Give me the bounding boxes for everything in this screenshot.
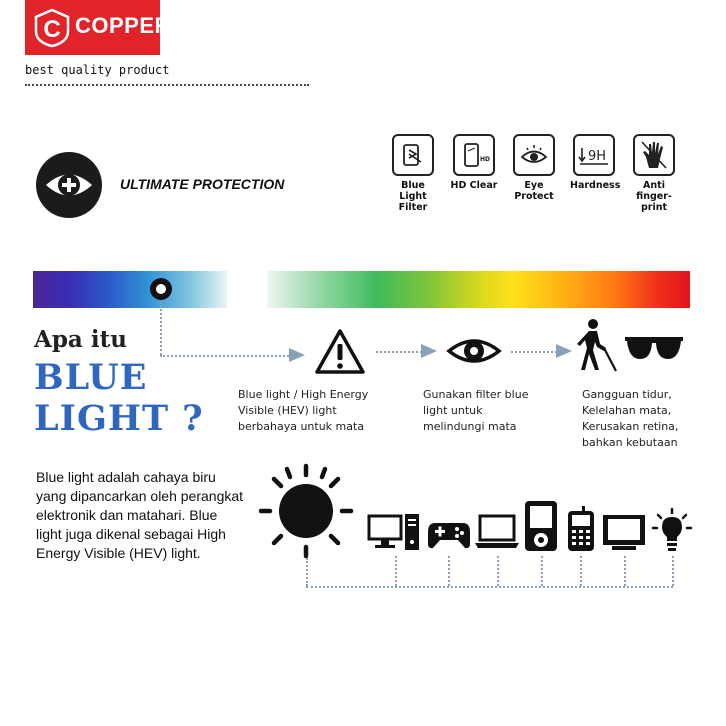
feature-eye-protect bbox=[510, 134, 558, 202]
brand-name: COPPER bbox=[75, 13, 171, 38]
info-consequences: Gangguan tidur, Kelelahan mata, Kerusakan retina, bahkan kebutaan bbox=[582, 388, 679, 449]
brand-banner bbox=[25, 0, 171, 55]
feature-blue-light-filter bbox=[389, 134, 437, 213]
eye-icon bbox=[446, 333, 502, 369]
headline-question: Apa itu bbox=[34, 326, 127, 353]
tagline-divider bbox=[25, 84, 309, 86]
connector-line bbox=[448, 556, 450, 586]
headline-light: LIGHT ? bbox=[34, 398, 204, 439]
feature-label: Anti finger-print bbox=[636, 180, 672, 213]
svg-text:C: C bbox=[43, 16, 61, 43]
spectrum-visible-segment bbox=[267, 271, 690, 308]
blue-light-marker bbox=[150, 278, 172, 300]
arrow-right-icon bbox=[556, 344, 572, 358]
connector-line bbox=[306, 558, 308, 586]
arrow-right-icon bbox=[289, 348, 305, 362]
connector-line bbox=[624, 556, 626, 586]
connector-line bbox=[541, 556, 543, 586]
light-bulb-icon bbox=[652, 508, 692, 554]
arrow-right-icon bbox=[421, 344, 437, 358]
hand-icon bbox=[640, 140, 668, 170]
connector-line bbox=[160, 355, 292, 357]
connector-line bbox=[306, 586, 673, 588]
feature-label: Blue Light Filter bbox=[398, 180, 428, 213]
info-use-filter: Gunakan filter blue light untuk melindungi mata bbox=[423, 388, 529, 433]
connector-line bbox=[160, 302, 162, 355]
feature-label: Hardness bbox=[570, 180, 621, 191]
connector-line bbox=[511, 351, 557, 353]
ultimate-protection-title: ULTIMATE PROTECTION bbox=[120, 176, 285, 192]
laptop-icon bbox=[474, 514, 520, 550]
feature-label: Eye Protect bbox=[514, 180, 554, 202]
copper-logo-icon bbox=[33, 8, 71, 48]
connector-line bbox=[580, 556, 582, 586]
gamepad-icon bbox=[427, 520, 471, 550]
feature-label: HD Clear bbox=[450, 180, 498, 191]
eye-plus-icon bbox=[36, 152, 102, 218]
cellphone-icon bbox=[566, 506, 596, 552]
connector-line bbox=[376, 351, 422, 353]
sunglasses-icon bbox=[624, 333, 684, 363]
hardness-icon bbox=[577, 143, 611, 167]
tagline: best quality product bbox=[25, 63, 170, 77]
blue-light-description: Blue light adalah cahaya biru yang dipancarkan oleh perangkat elektronik dan matahari. Blue light juga dikenal sebagai High Energy Visible (HEV) light. bbox=[36, 469, 244, 561]
feature-anti-fingerprint bbox=[630, 134, 678, 213]
hd-clear-icon bbox=[459, 141, 489, 169]
eye-protect-icon bbox=[519, 143, 549, 167]
connector-line bbox=[672, 556, 674, 586]
sun-icon bbox=[258, 463, 354, 559]
connector-line bbox=[395, 556, 397, 586]
svg-text:9H: 9H bbox=[588, 149, 607, 164]
info-hev-danger: Blue light / High Energy Visible (HEV) light berbahaya untuk mata bbox=[238, 388, 369, 433]
handheld-device-icon bbox=[524, 500, 558, 552]
svg-text:HD: HD bbox=[480, 156, 491, 163]
connector-line bbox=[497, 556, 499, 586]
feature-hd-clear bbox=[450, 134, 498, 191]
warning-icon bbox=[314, 327, 366, 375]
spectrum-blue-segment bbox=[33, 271, 227, 308]
blind-person-icon bbox=[575, 318, 619, 372]
blue-light-filter-icon bbox=[400, 142, 426, 168]
headline-blue: BLUE bbox=[34, 357, 148, 398]
feature-hardness bbox=[570, 134, 621, 191]
desktop-computer-icon bbox=[368, 512, 420, 552]
television-icon bbox=[602, 514, 646, 552]
